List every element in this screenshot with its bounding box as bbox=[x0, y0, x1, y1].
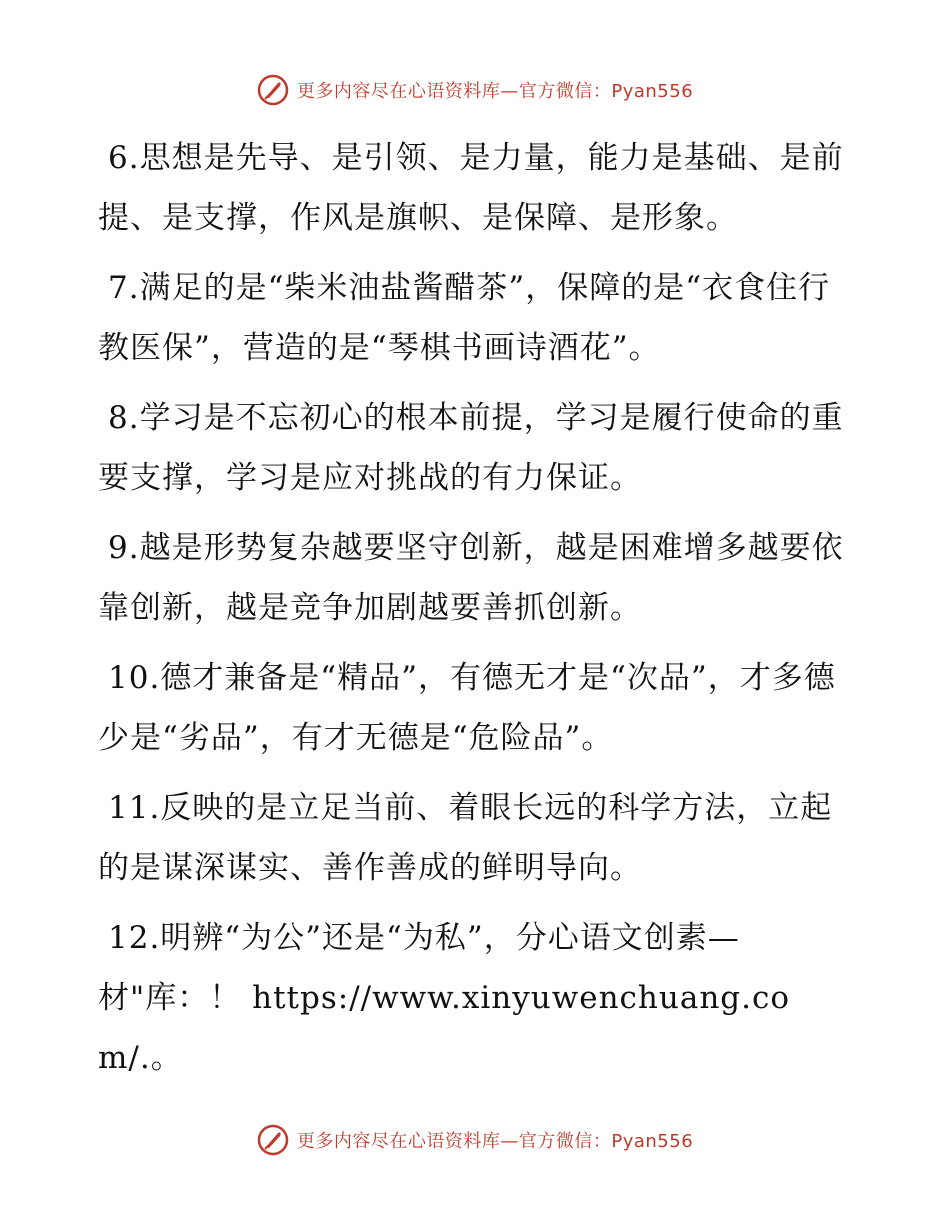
footer-banner bbox=[0, 1120, 950, 1160]
paragraph-11: 11.反映的是立足当前、着眼长远的科学方法，立起的是谋深谋实、善作善成的鲜明导向。 bbox=[98, 790, 833, 886]
feather-pen-logo-icon bbox=[257, 74, 289, 106]
paragraph-10: 10.德才兼备是“精品”，有德无才是“次品”，才多德少是“劣品”，有才无德是“危险品”。 bbox=[98, 660, 836, 756]
paragraph-12: 12.明辨“为公”还是“为私”，分心语文创素—材"库：！ https://www.xinyuwenchuang.com/.。 bbox=[98, 920, 791, 1076]
header-banner-text: 更多内容尽在心语资料库—官方微信：Pyan556 bbox=[296, 81, 694, 102]
paragraph-6: 6.思想是先导、是引领、是力量，能力是基础、是前提、是支撑，作风是旗帜、是保障、是形象。 bbox=[98, 140, 844, 236]
paragraph-7: 7.满足的是“柴米油盐酱醋茶”，保障的是“衣食住行教医保”，营造的是“琴棋书画诗酒花”。 bbox=[98, 270, 831, 366]
paragraph-8: 8.学习是不忘初心的根本前提，学习是履行使命的重要支撑，学习是应对挑战的有力保证。 bbox=[98, 400, 844, 496]
feather-pen-logo-icon bbox=[257, 1124, 289, 1156]
footer-banner-text: 更多内容尽在心语资料库—官方微信：Pyan556 bbox=[296, 1131, 694, 1152]
header-banner bbox=[0, 70, 950, 110]
document-body bbox=[98, 128, 850, 1098]
paragraph-9: 9.越是形势复杂越要坚守创新，越是困难增多越要依靠创新，越是竞争加剧越要善抓创新。 bbox=[98, 530, 844, 626]
